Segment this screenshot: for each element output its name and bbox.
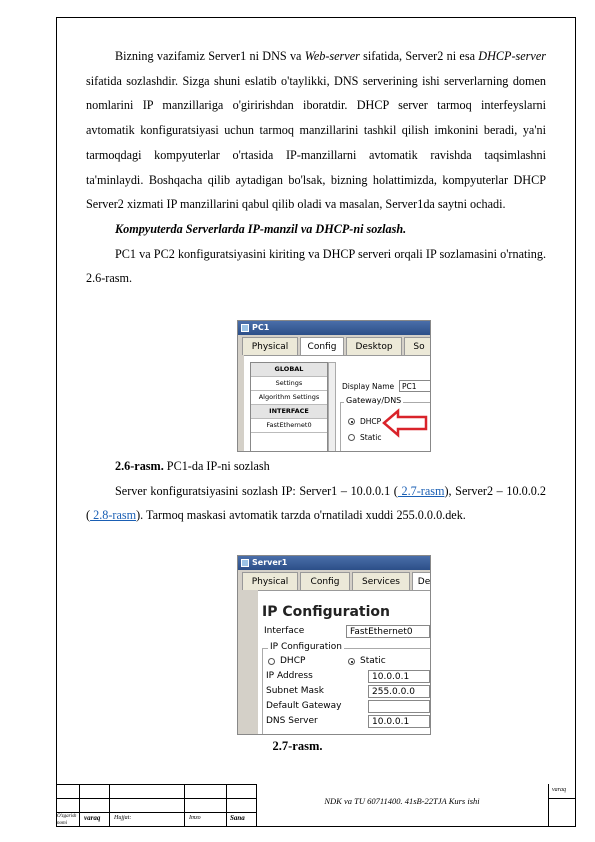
document-title: NDK va TU 60711400. 41sB-22TJA Kurs ishi	[324, 796, 480, 806]
server1-tabs	[238, 572, 430, 590]
pc1-tabs	[238, 337, 430, 355]
figure-2-6-caption	[86, 454, 546, 479]
dhcp-radio[interactable]	[268, 658, 275, 665]
caption-number: 2.6-rasm.	[115, 459, 164, 473]
paragraph-1	[86, 44, 546, 217]
tab-software[interactable]: So	[404, 337, 431, 355]
link-fig-2-8[interactable]: 2.8-rasm	[90, 508, 137, 523]
change-label: O'zgarish	[57, 814, 77, 819]
dhcp-radio[interactable]	[348, 418, 355, 425]
web-server-term: Web-server	[304, 49, 360, 63]
sidebar-item-algorithm-settings[interactable]: Algorithm Settings	[251, 391, 327, 405]
default-gateway-input[interactable]	[368, 700, 430, 713]
red-arrow-icon	[382, 408, 428, 438]
dhcp-server-term: DHCP-server	[478, 49, 546, 63]
section-heading: Kompyuterda Serverlarda IP-manzil va DHCP-ni sozlash.	[115, 221, 407, 236]
static-label: Static	[360, 433, 382, 442]
body-text-middle	[86, 454, 546, 528]
dns-server-input[interactable]: 10.0.0.1	[368, 715, 430, 728]
ip-configuration-title: IP Configuration	[262, 604, 390, 620]
interface-select[interactable]: FastEthernet0	[346, 625, 430, 638]
static-radio[interactable]	[348, 658, 355, 665]
server1-config-screenshot	[237, 555, 431, 735]
sheet-col-label: varaq	[84, 814, 101, 822]
subnet-mask-input[interactable]: 255.0.0.0	[368, 685, 430, 698]
sheet-label: varaq	[552, 787, 566, 793]
sidebar-item-settings[interactable]: Settings	[251, 377, 327, 391]
text-run: ), Server2 – 10.0.0.2 (	[86, 483, 546, 523]
tab-services[interactable]: Services	[352, 572, 410, 590]
date-col-label: Sana	[230, 814, 245, 822]
pc1-sidebar	[250, 362, 328, 452]
display-name-input[interactable]: PC1	[399, 380, 431, 392]
server1-titlebar	[238, 556, 430, 570]
caption-text: PC1-da IP-ni sozlash	[163, 459, 270, 473]
stamp-line	[226, 784, 227, 827]
server1-title: Server1	[252, 558, 288, 567]
stamp-line	[109, 784, 110, 827]
tab-physical[interactable]: Physical	[242, 337, 298, 355]
stamp-line	[548, 798, 576, 799]
text-run: sifatida sozlashdir. Sizga shuni eslatib o'taylikki, DNS serverining ishi serverlarning domen nomlarini IP manzillariga o'giririshdan iboratdir. DHCP server tarmoq interfeyslarni avtomatik konfiguratsiyasi uchun tarmoq manzillarini tashkil qilish imkonini beradi, ya'ni tarmoqdagi kompyuterlar o'rtasida IP-manzillarni avtomatik ravishda taqsimlashni ta'minlaydi. Boshqacha qilib aytadigan bo'lsak, bizning holattimizda, kompyuterlar DHCP Server2 xizmati IP manzillarini qabul qilib oladi va masalan, Server1da saytni ochadi.	[86, 73, 546, 212]
default-gateway-label: Default Gateway	[266, 701, 342, 711]
sidebar-header-interface: INTERFACE	[251, 405, 327, 419]
figure-2-7-caption: 2.7-rasm.	[272, 739, 323, 753]
stamp-line	[184, 784, 185, 827]
body-text-top	[86, 44, 546, 291]
static-radio[interactable]	[348, 434, 355, 441]
document-col-label: Hujjat:	[114, 815, 132, 821]
ip-address-input[interactable]: 10.0.0.1	[368, 670, 430, 683]
sidebar-item-fastethernet0[interactable]: FastEthernet0	[251, 419, 327, 433]
ip-configuration-group-label: IP Configuration	[270, 642, 342, 652]
ip-address-label: IP Address	[266, 671, 313, 681]
tab-desktop[interactable]: De	[412, 572, 431, 590]
text-run: ). Tarmoq maskasi avtomatik tarzda o'rnatiladi xuddi 255.0.0.0.dek.	[136, 508, 466, 523]
gateway-dns-label: Gateway/DNS	[346, 396, 402, 405]
display-name-label: Display Name	[342, 382, 395, 391]
stamp-line	[548, 784, 549, 827]
dhcp-label: DHCP	[280, 656, 306, 666]
link-fig-2-7[interactable]: 2.7-rasm	[397, 483, 445, 498]
sidebar-header-global: GLOBAL	[251, 363, 327, 377]
dhcp-label: DHCP	[360, 417, 382, 426]
stamp-line	[79, 784, 80, 827]
text-run: sifatida, Server2 ni esa	[359, 49, 479, 63]
interface-label: Interface	[264, 626, 305, 636]
subnet-mask-label: Subnet Mask	[266, 686, 324, 696]
text-run: Bizning vazifamiz Server1 ni DNS va	[115, 49, 305, 63]
signature-col-label: Imzo	[189, 815, 201, 821]
title-block-stamp	[56, 784, 576, 827]
pc1-titlebar	[238, 321, 430, 335]
tab-config[interactable]: Config	[300, 337, 344, 355]
paragraph-2: PC1 va PC2 konfiguratsiyasini kiriting va DHCP serveri orqali IP sozlamasini o'rnating. 2.6-rasm.	[86, 246, 546, 286]
server-icon	[241, 559, 249, 567]
pc1-config-screenshot	[237, 320, 431, 452]
pc-icon	[241, 324, 249, 332]
sidebar-scrollbar[interactable]	[328, 362, 336, 452]
name-label: nomi	[57, 821, 67, 826]
tab-physical[interactable]: Physical	[242, 572, 298, 590]
dns-server-label: DNS Server	[266, 716, 318, 726]
text-run: Server konfiguratsiyasini sozlash IP: Server1 – 10.0.0.1 (	[115, 483, 398, 498]
tab-config[interactable]: Config	[300, 572, 350, 590]
tab-desktop[interactable]: Desktop	[346, 337, 402, 355]
paragraph-3	[86, 479, 546, 528]
pc1-title: PC1	[252, 323, 270, 332]
static-label: Static	[360, 656, 386, 666]
